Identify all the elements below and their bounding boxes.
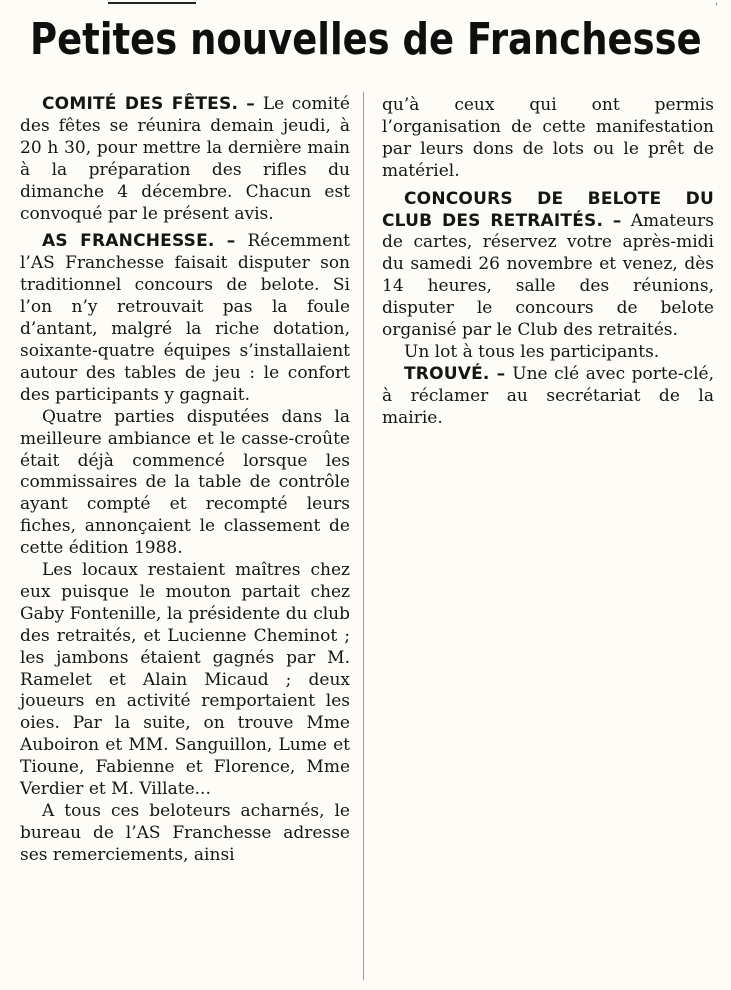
concours-title: CONCOURS DE BELOTE DU CLUB DES RETRAITÉS. [382,188,714,231]
corner-mark: ' [715,2,718,13]
trouve-body: Une clé avec porte-clé, à réclamer au secrétariat de la mairie. [382,363,714,428]
as-body: Récemment l’AS Franchesse faisait disputer son traditionnel concours de belote. Si l’on n’y retrouvait pas la foule d’antant, malgré la riche dotation, soixante-quatre équipes s’installaient autour des tables de jeu : le confort des participants y gagnait. [20,231,350,405]
as-paragraph [20,231,350,406]
as-paragraph-4: A tous ces beloteurs acharnés, le bureau de l’AS Franchesse adresse ses remerciements, ainsi [20,801,350,865]
as-title: AS FRANCHESSE. [42,231,215,252]
column-divider [363,92,364,980]
comite-body: Le comité des fêtes se réunira demain jeudi, à 20 h 30, pour mettre la dernière main à la préparation des rifles du dimanche 4 décembre. Chacun est convoqué par le présent avis. [20,94,350,224]
comite-title: COMITÉ DES FÊTES. [42,94,239,114]
trouve-paragraph [382,364,714,430]
trouve-title: TROUVÉ. [404,363,490,384]
as-paragraph-4-continued: qu’à ceux qui ont permis l’organisation de cette manifestation par leurs dons de lots ou le prêt de matériel. [382,95,714,181]
comite-paragraph [20,94,350,225]
concours-body: Amateurs de cartes, réservez votre après-midi du samedi 26 novembre et venez, dès 14 heures, salle des réunions, disputer le concours de belote organisé par le Club des retraités. [382,210,714,341]
headline: Petites nouvelles de Franchesse [30,14,702,65]
concours-dash: – [603,210,631,231]
right-column [382,95,714,430]
left-column [20,94,350,867]
as-dash: – [214,231,248,252]
top-rule [108,2,196,4]
concours-paragraph [382,189,714,342]
as-paragraph-3: Les locaux restaient maîtres chez eux puisque le mouton partait chez Gaby Fontenille, la présidente du club des retraités, et Lucienne Cheminot ; les jambons étaient gagnés par M. Ramelet et Alain Micaud ; deux joueurs en activité remportaient les oies. Par la suite, on trouve Mme Auboiron et MM. Sanguillon, Lume et Tioune, Fabienne et Florence, Mme Verdier et M. Villate... [20,560,350,800]
concours-paragraph-2: Un lot à tous les participants. [404,341,660,362]
as-paragraph-2: Quatre parties disputées dans la meilleure ambiance et le casse-croûte était déjà commencé lorsque les commissaires de la table de contrôle ayant compté et recompté leurs fiches, annonçaient le classement de cette édition 1988. [20,406,350,559]
trouve-dash: – [489,363,513,384]
comite-dash: – [238,94,263,114]
